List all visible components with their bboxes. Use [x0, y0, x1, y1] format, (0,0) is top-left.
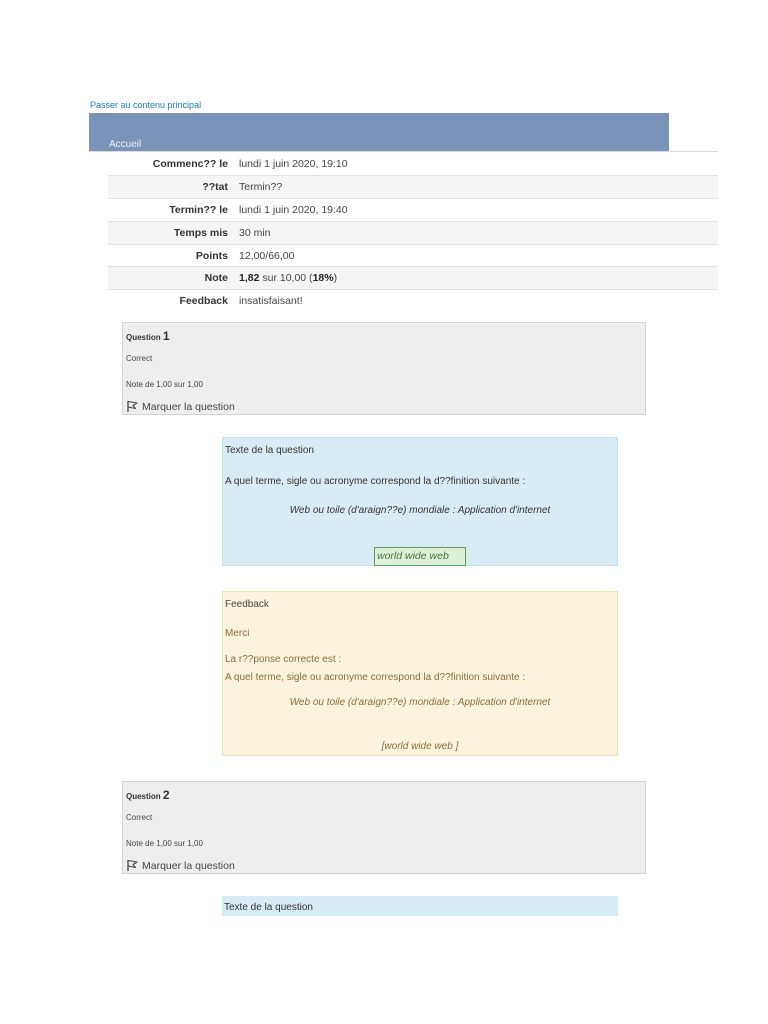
grade-score: 1,82: [239, 272, 260, 285]
right-answer-prompt: A quel terme, sigle ou acronyme correspond la d??finition suivante :: [225, 672, 526, 683]
summary-value: [234, 267, 718, 290]
summary-label: Termin?? le: [169, 203, 228, 216]
question-1-feedback: [222, 591, 618, 756]
summary-row-points: [108, 244, 718, 267]
summary-label: Note: [204, 272, 228, 285]
flag-icon: [126, 400, 139, 413]
attempt-summary-table: [108, 153, 718, 313]
question-grade: Note de 1,00 sur 1,00: [126, 839, 203, 848]
summary-row-feedback: [108, 290, 718, 313]
question-number: [126, 788, 170, 802]
question-prompt: A quel terme, sigle ou acronyme correspond la d??finition suivante :: [225, 476, 526, 487]
question-state: Correct: [126, 813, 153, 822]
flag-label: Marquer la question: [142, 859, 235, 872]
question-2-formulation: [222, 896, 618, 916]
flag-icon: [126, 859, 139, 872]
summary-row-time-taken: [108, 221, 718, 244]
breadcrumb-divider: [89, 151, 718, 152]
summary-value: 30 min: [239, 226, 271, 239]
summary-label: Feedback: [179, 295, 228, 308]
right-answer-intro: La r??ponse correcte est :: [225, 654, 342, 665]
summary-row-completed: [108, 199, 718, 222]
summary-label: Commenc?? le: [152, 158, 228, 171]
summary-value: lundi 1 juin 2020, 19:10: [239, 158, 348, 171]
question-number-value: 2: [162, 788, 170, 802]
right-answer-value: [world wide web ]: [381, 741, 459, 752]
question-definition: Web ou toile (d'araign??e) mondiale : Application d'internet: [289, 505, 551, 516]
summary-label: Points: [195, 249, 228, 262]
question-grade: Note de 1,00 sur 1,00: [126, 380, 203, 389]
skip-to-content-link[interactable]: Passer au contenu principal: [90, 100, 202, 110]
feedback-heading: Feedback: [225, 599, 269, 610]
question-number-value: 1: [162, 329, 170, 343]
summary-value: 12,00/66,00: [239, 249, 295, 262]
summary-value: Termin??: [239, 181, 283, 194]
summary-row-started: [108, 153, 718, 176]
answer-input[interactable]: world wide web: [374, 547, 466, 566]
right-answer-definition: Web ou toile (d'araign??e) mondiale : Application d'internet: [289, 697, 551, 708]
flag-question-toggle[interactable]: [126, 859, 235, 872]
grade-text-end: ): [333, 272, 338, 285]
summary-row-state: [108, 176, 718, 199]
question-1-info: [122, 322, 646, 415]
question-text-heading: Texte de la question: [225, 445, 314, 456]
grade-text: sur 10,00 (: [259, 272, 313, 285]
summary-value: insatisfaisant!: [239, 295, 303, 308]
breadcrumb-home[interactable]: Accueil: [109, 139, 142, 150]
question-2-info: [122, 781, 646, 874]
question-prefix: Question: [126, 333, 161, 342]
question-number: [126, 329, 170, 343]
summary-label: ??tat: [202, 181, 228, 194]
flag-question-toggle[interactable]: [126, 400, 235, 413]
question-text-heading: Texte de la question: [224, 902, 313, 913]
summary-value: lundi 1 juin 2020, 19:40: [239, 203, 348, 216]
question-prefix: Question: [126, 792, 161, 801]
question-1-formulation: [222, 437, 618, 566]
question-state: Correct: [126, 354, 153, 363]
feedback-general: Merci: [225, 628, 250, 639]
summary-label: Temps mis: [173, 226, 228, 239]
summary-row-grade: [108, 267, 718, 290]
flag-label: Marquer la question: [142, 400, 235, 413]
header-band: [89, 113, 669, 151]
grade-percent: 18%: [312, 272, 334, 285]
